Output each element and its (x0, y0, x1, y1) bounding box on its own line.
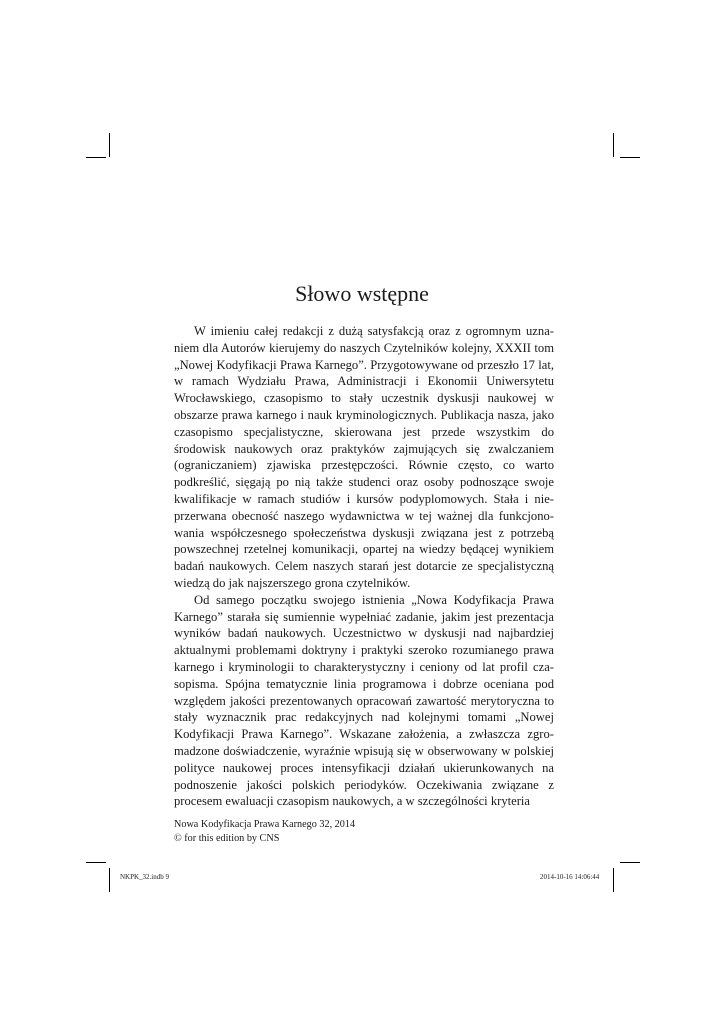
paragraph-2: Od samego początku swojego istnienia „Nowa Kodyfikacja Prawa Karnego” starała się sumiennie wypełniać zadanie, jakim jest prezentacja wyników badań naukowych. Uczestnictwo w dyskusji nad najbardziej aktualnymi problemami doktryny i praktyki szeroko rozumianego prawa karnego i kryminologii to charakterystyczny i ceniony od lat profil czasopisma. Spójna tematycznie linia programowa i dobrze oceniana pod względem jakości prezentowanych opracowań zawartość merytoryczna to stały wyznacznik prac redakcyjnych nad kolejnymi tomami „Nowej Kodyfikacji Prawa Karnego”. Wskazane założenia, a zwłaszcza zgromadzone doświadczenie, wyraźnie wpisują się w obserwowany w polskiej polityce naukowej proces intensyfikacji działań ukierunkowanych na podnoszenie jakości polskich periodyków. Oczekiwania związane z procesem ewaluacji czasopism naukowych, a w szczególności kryteria (174, 592, 554, 809)
crop-mark-bottom-left-horizontal (86, 862, 106, 863)
crop-mark-bottom-left-vertical (109, 868, 110, 892)
slug-timestamp: 2014-10-16 14:06:44 (540, 873, 600, 881)
crop-mark-top-left-vertical (109, 133, 110, 157)
crop-mark-bottom-right-horizontal (620, 862, 640, 863)
crop-mark-top-left-horizontal (86, 157, 106, 158)
paragraph-1: W imieniu całej redakcji z dużą satysfakcją oraz z ogromnym uznaniem dla Autorów kierujemy do naszych Czytelników kolejny, XXXII tom „Nowej Kodyfikacji Prawa Karnego”. Przygotowywane od przeszło 17 lat, w ramach Wydziału Prawa, Administracji i Ekonomii Uniwersytetu Wrocławskiego, czasopismo to stały uczestnik dyskusji naukowej w obszarze prawa karnego i nauk kryminologicznych. Publikacja nasza, jako czasopismo specjalistyczne, skierowana jest przede wszystkim do środowisk naukowych oraz praktyków zajmujących się zwalczaniem (ograniczaniem) zjawiska przestępczości. Równie często, co warto podkreślić, sięgają po nią także studenci oraz osoby podnoszące swoje kwalifikacje w ramach studiów i kursów podyplomowych. Stała i nieprzerwana obecność naszego wydawnictwa w tej ważnej dla funkcjonowania współczesnego społeczeństwa dyskusji związana jest z potrzebą powszechnej rzetelnej komunikacji, opartej na wiedzy będącej wynikiem badań naukowych. Celem naszych starań jest dotarcie ze specjalistyczną wiedzą do jak najszerszego grona czytelników. (174, 324, 554, 590)
crop-mark-top-right-vertical (613, 133, 614, 157)
body-text (174, 323, 554, 810)
crop-mark-bottom-right-vertical (613, 868, 614, 892)
page-title: Słowo wstępne (295, 281, 429, 306)
footnote-copyright-line: © for this edition by CNS (174, 832, 280, 844)
footnote-journal-line: Nowa Kodyfikacja Prawa Karnego 32, 2014 (174, 819, 356, 830)
publication-footnote (174, 818, 554, 845)
slug-file-name: NKPK_32.indb 9 (120, 873, 170, 881)
crop-mark-top-right-horizontal (620, 157, 640, 158)
